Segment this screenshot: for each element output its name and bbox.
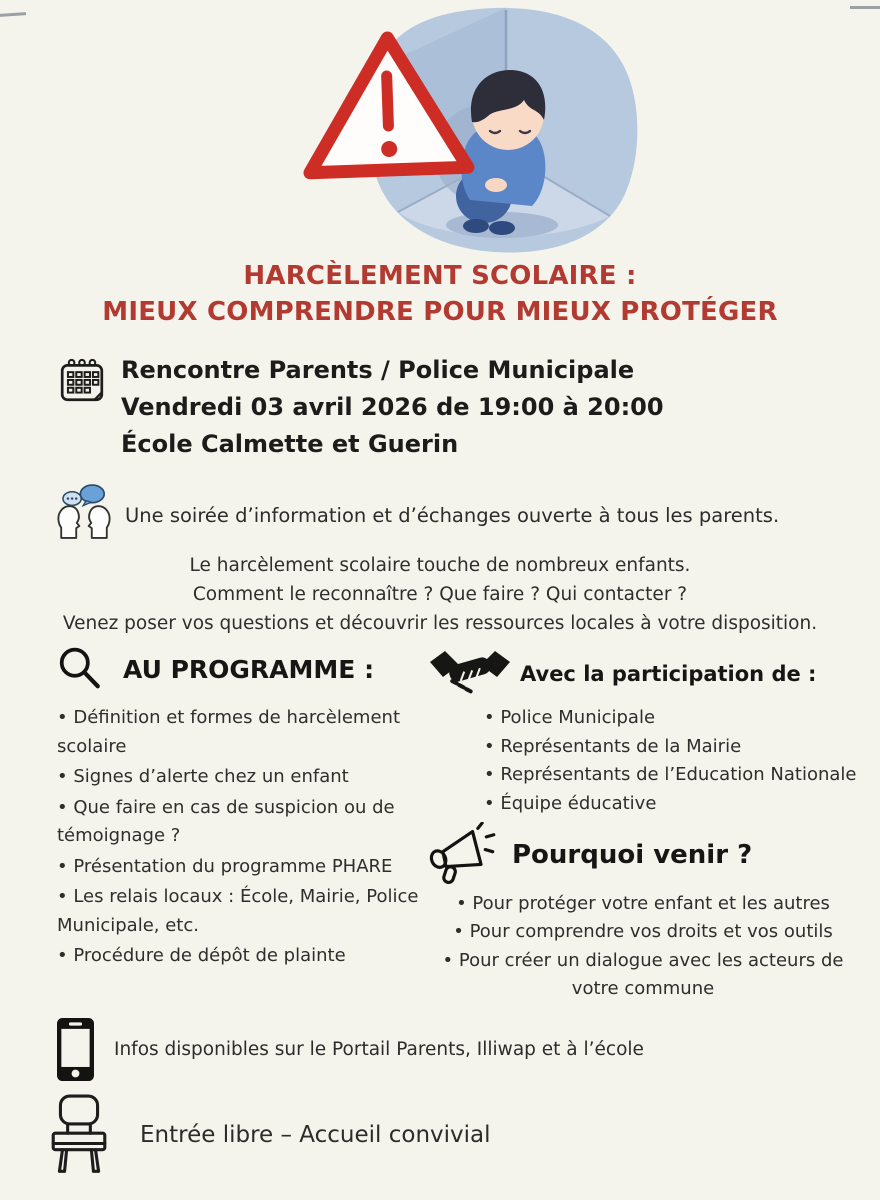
event-line-location: École Calmette et Guerin <box>121 430 459 458</box>
entry-line: Entrée libre – Accueil convivial <box>140 1122 491 1149</box>
participation-header <box>428 646 858 702</box>
programme-section <box>57 646 437 973</box>
participation-item: • Représentants de la Mairie <box>484 733 858 762</box>
corner-child-illustration <box>280 4 650 256</box>
programme-item: • Présentation du programme PHARE <box>57 853 437 882</box>
discussion-icon <box>55 482 113 540</box>
participation-heading: Avec la participation de : <box>520 662 817 686</box>
handshake-icon <box>428 646 512 702</box>
calendar-icon <box>57 352 107 406</box>
why-header <box>428 822 858 888</box>
programme-header <box>57 646 437 692</box>
intro-paragraph-line-2: Comment le reconnaître ? Que faire ? Qui contacter ? <box>192 584 688 605</box>
title-line-1: HARCÈLEMENT SCOLAIRE : <box>243 261 637 291</box>
why-list <box>428 890 858 1004</box>
chair-icon <box>46 1094 112 1177</box>
participation-item: • Police Municipale <box>484 704 858 733</box>
intro-paragraph-line-1: Le harcèlement scolaire touche de nombreux enfants. <box>189 555 691 576</box>
magnifier-icon <box>57 646 103 692</box>
programme-list <box>57 704 437 971</box>
scan-artifact-left <box>0 12 26 17</box>
programme-item: • Que faire en cas de suspicion ou de témoignage ? <box>57 794 437 851</box>
event-line-date: Vendredi 03 avril 2026 de 19:00 à 20:00 <box>121 393 664 421</box>
participation-item: • Équipe éducative <box>484 790 858 819</box>
smartphone-icon <box>57 1018 94 1081</box>
audience-row <box>55 482 779 540</box>
programme-item: • Procédure de dépôt de plainte <box>57 942 437 971</box>
why-item: • Pour créer un dialogue avec les acteurs de votre commune <box>428 947 858 1004</box>
programme-item: • Définition et formes de harcèlement scolaire <box>57 704 437 761</box>
intro-paragraph-line-3: Venez poser vos questions et découvrir les ressources locales à votre disposition. <box>62 613 818 634</box>
participation-list <box>484 704 858 818</box>
event-details <box>57 352 664 463</box>
entry-row <box>46 1094 491 1177</box>
scan-artifact-right <box>850 6 880 9</box>
title-line-2: MIEUX COMPRENDRE POUR MIEUX PROTÉGER <box>102 297 778 327</box>
why-item: • Pour comprendre vos droits et vos outils <box>428 918 858 947</box>
event-line-title: Rencontre Parents / Police Municipale <box>121 356 635 384</box>
sad-child-corner-illustration <box>280 4 650 256</box>
programme-item: • Les relais locaux : École, Mairie, Police Municipale, etc. <box>57 883 437 940</box>
programme-item: • Signes d’alerte chez un enfant <box>57 763 437 792</box>
programme-heading: AU PROGRAMME : <box>123 654 375 684</box>
audience-line: Une soirée d’information et d’échanges ouverte à tous les parents. <box>125 503 780 527</box>
intro-paragraph <box>0 551 880 638</box>
why-item: • Pour protéger votre enfant et les autres <box>428 890 858 919</box>
why-heading: Pourquoi venir ? <box>512 839 753 870</box>
info-row <box>57 1018 644 1081</box>
participation-item: • Représentants de l’Education Nationale <box>484 761 858 790</box>
megaphone-icon <box>428 822 498 888</box>
right-column <box>428 646 858 1004</box>
why-section <box>428 822 858 1004</box>
info-line: Infos disponibles sur le Portail Parents, Illiwap et à l’école <box>114 1039 644 1061</box>
page-title <box>0 258 880 330</box>
event-text-block <box>121 352 664 463</box>
